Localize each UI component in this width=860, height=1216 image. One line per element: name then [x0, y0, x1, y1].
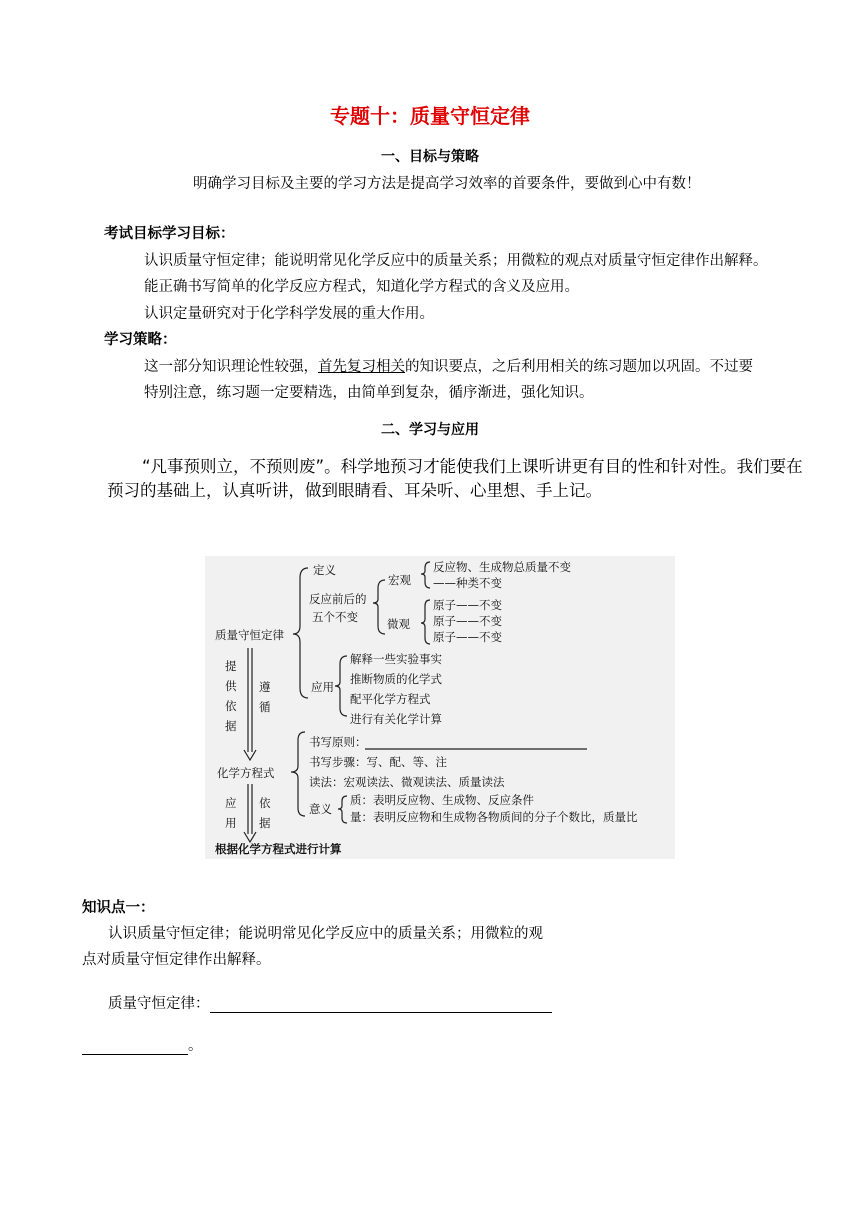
- macro-label: 宏观: [388, 573, 411, 587]
- fill-law-blank-2[interactable]: [82, 1040, 188, 1055]
- apply-char: 用: [225, 816, 237, 830]
- apply-char: 应: [225, 796, 237, 810]
- application-item: 推断物质的化学式: [350, 672, 442, 686]
- micro-item: 原子——不变: [433, 614, 502, 628]
- equation-item: 读法：宏观读法、微观读法、质量读法: [309, 775, 505, 789]
- micro-item: 原子——不变: [433, 630, 502, 644]
- meaning-item: 量：表明反应物和生成物各物质间的分子个数比，质量比: [350, 810, 638, 824]
- follow-char: 遵: [259, 680, 271, 694]
- brace-meaning: [338, 796, 347, 823]
- equation-item: 书写步骤：写、配、等、注: [309, 755, 447, 769]
- arrow-provide-head: [244, 750, 256, 760]
- section1-intro: 明确学习目标及主要的学习方法是提高学习效率的首要条件，要做到心中有数！: [193, 176, 701, 192]
- five-line1: 反应前后的: [309, 592, 367, 606]
- brace-five: [373, 580, 385, 634]
- brace-application: [335, 656, 347, 716]
- fill-law-blank[interactable]: [210, 998, 552, 1013]
- micro-label: 微观: [387, 617, 410, 631]
- goal-item: 认识质量守恒定律；能说明常见化学反应中的质量关系；用微粒的观点对质量守恒定律作出解释。: [144, 253, 768, 269]
- knowledge1-line2: 点对质量守恒定律作出解释。: [82, 952, 271, 968]
- follow-char: 循: [259, 700, 271, 714]
- arrow-apply-head: [244, 832, 256, 842]
- law-label: 质量守恒定律: [215, 628, 284, 642]
- application-item: 解释一些实验事实: [350, 652, 442, 666]
- micro-item: 原子——不变: [433, 598, 502, 612]
- application-item: 配平化学方程式: [350, 692, 431, 706]
- page-title: 专题十：质量守恒定律: [330, 104, 530, 128]
- five-line2: 五个不变: [312, 610, 358, 624]
- application-label: 应用: [311, 680, 334, 694]
- provide-char: 提: [225, 659, 237, 673]
- arrow-apply: [248, 784, 252, 834]
- section1-heading: 一、目标与策略: [381, 149, 479, 165]
- calc-label: 根据化学方程式进行计算: [215, 842, 342, 856]
- brace-equation: [291, 732, 305, 816]
- goal-item: 认识定量研究对于化学科学发展的重大作用。: [144, 306, 434, 322]
- application-item: 进行有关化学计算: [350, 712, 442, 726]
- meaning-label: 意义: [309, 802, 332, 816]
- quote-line2: 预习的基础上，认真听讲，做到眼睛看、耳朵听、心里想、手上记。: [107, 481, 602, 500]
- strategy-text-pre: 这一部分知识理论性较强，: [144, 359, 318, 375]
- equation-item: 书写原则：: [309, 735, 367, 749]
- goal-item: 能正确书写简单的化学反应方程式，知道化学方程式的含义及应用。: [144, 279, 579, 295]
- brace-macro: [421, 562, 430, 588]
- basis-char: 依: [259, 796, 271, 810]
- section2-heading: 二、学习与应用: [381, 422, 479, 438]
- arrow-provide: [248, 648, 252, 752]
- concept-map-svg: [205, 556, 675, 859]
- strategy-text-post: 的知识要点，之后利用相关的练习题加以巩固。不过要: [405, 359, 753, 375]
- provide-char: 据: [225, 719, 237, 733]
- strategy-label: 学习策略：: [104, 331, 177, 348]
- knowledge1-line1: 认识质量守恒定律；能说明常见化学反应中的质量关系；用微粒的观: [108, 926, 543, 942]
- brace-micro: [421, 600, 430, 644]
- strategy-underlined-text: 首先复习相关: [318, 359, 405, 375]
- knowledge1-label: 知识点一：: [82, 899, 155, 916]
- goals-label: 考试目标学习目标：: [104, 225, 235, 242]
- fill-end-mark: 。: [188, 1038, 203, 1054]
- concept-map-diagram: [205, 556, 675, 859]
- provide-char: 供: [225, 679, 237, 693]
- strategy-text: [144, 355, 753, 376]
- macro-item: ——种类不变: [433, 576, 502, 590]
- fill-law-label: 质量守恒定律：: [108, 996, 210, 1012]
- macro-item: 反应物、生成物总质量不变: [433, 560, 571, 574]
- meaning-item: 质：表明反应物、生成物、反应条件: [350, 793, 534, 807]
- basis-char: 据: [259, 816, 271, 830]
- definition-label: 定义: [313, 563, 336, 577]
- brace-law: [293, 568, 308, 698]
- strategy-text-line2: 特别注意，练习题一定要精选，由简单到复杂，循序渐进，强化知识。: [144, 385, 594, 401]
- fill-law-row: [108, 992, 552, 1013]
- equation-label: 化学方程式: [217, 766, 275, 780]
- quote-line1: “凡事预则立，不预则废”。科学地预习才能使我们上课听讲更有目的性和针对性。我们要在: [142, 457, 803, 476]
- provide-char: 依: [225, 699, 237, 713]
- fill-law-row-2: [82, 1034, 203, 1055]
